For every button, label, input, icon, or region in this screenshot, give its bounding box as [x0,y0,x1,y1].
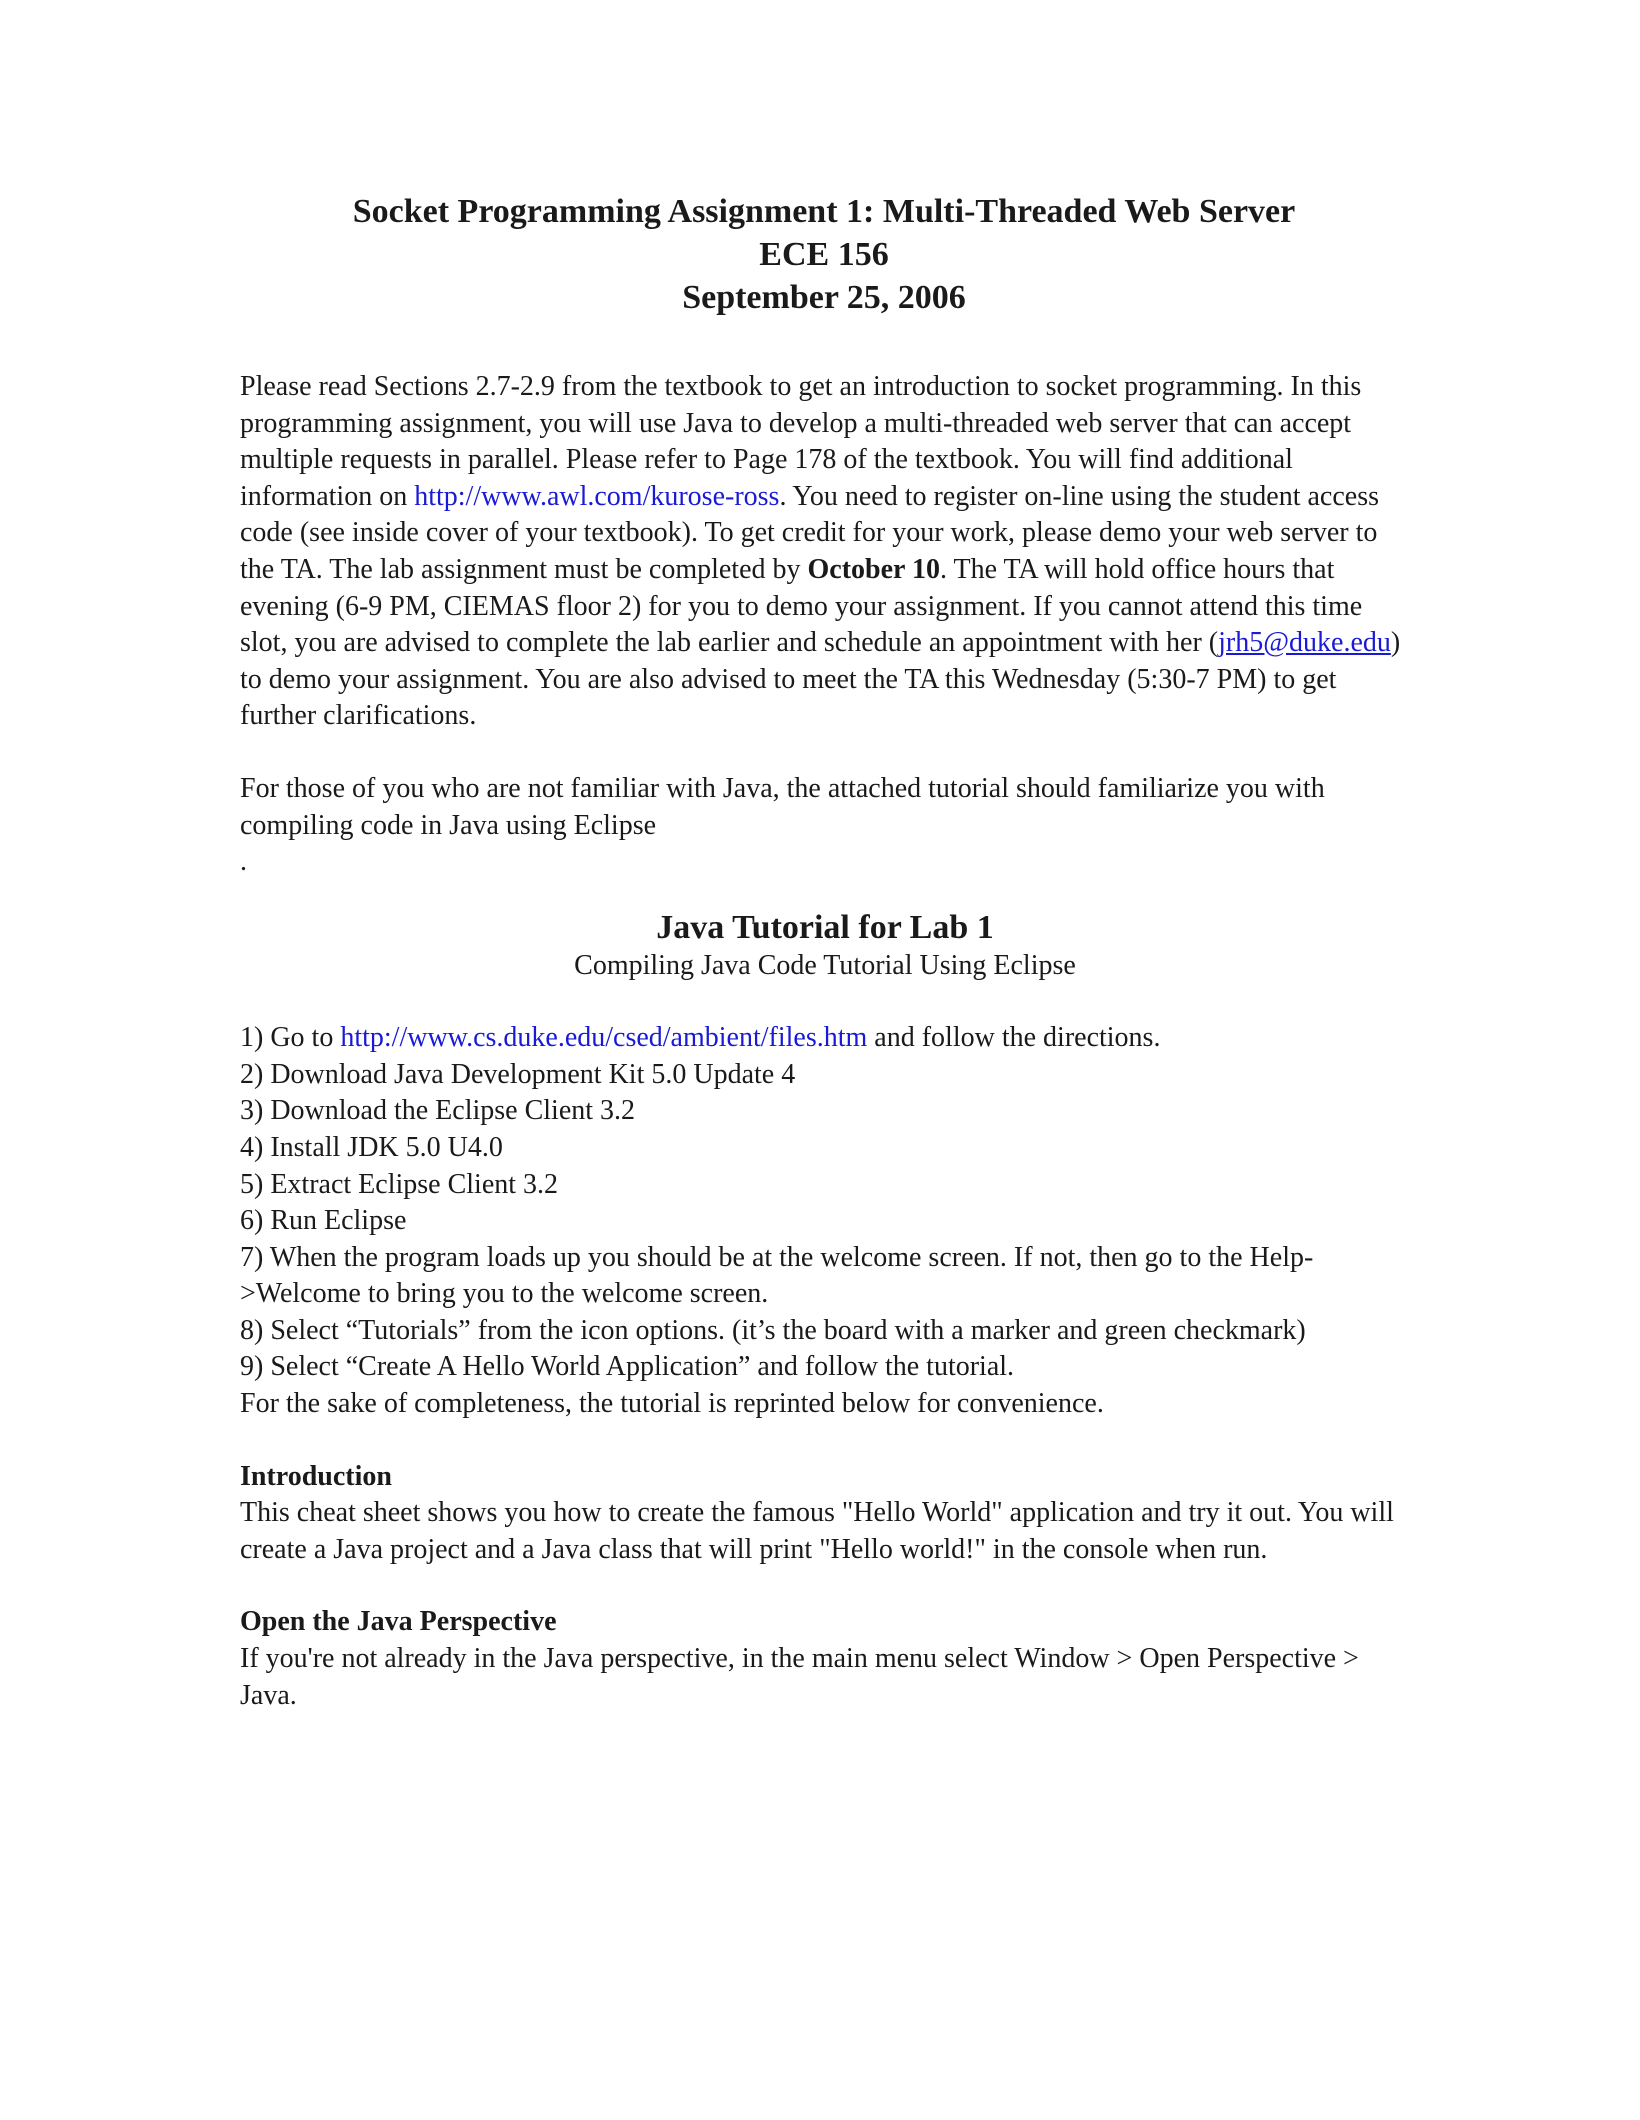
intro-text-1: Please read Sections 2.7-2.9 from the textbook to get an introduction to socket programming. In this programming assignment, you will use Java to develop a multi-threaded web server that can accept multiple requests in parallel. Please refer to Page 178 of the textbook. You will find additional information on [240,371,1362,512]
document-date: September 25, 2006 [682,279,966,316]
course-code: ECE 156 [759,236,889,273]
step-item: 5) Extract Eclipse Client 3.2 [240,1168,559,1200]
tutorial-closing: For the sake of completeness, the tutorial is reprinted below for convenience. [240,1388,1104,1420]
step-item: 7) When the program loads up you should be at the welcome screen. If not, then go to the Help->Welcome to bring you to the welcome screen. [240,1241,1314,1310]
perspective-text: If you're not already in the Java perspective, in the main menu select Window > Open Perspective > Java. [240,1643,1359,1711]
trailing-period: . [240,846,247,878]
perspective-heading: Open the Java Perspective [240,1606,557,1638]
step-1-prefix: 1) Go to [240,1022,341,1054]
step-1-suffix: and follow the directions. [867,1022,1161,1054]
introduction-heading: Introduction [240,1460,392,1492]
step-item: 8) Select “Tutorials” from the icon options. (it’s the board with a marker and green checkmark) [240,1314,1306,1346]
tutorial-title: Java Tutorial for Lab 1 [656,909,994,947]
document-page [240,190,1410,1714]
step-item [240,1020,1410,1057]
document-header [238,190,1410,319]
tutorial-subtitle: Compiling Java Code Tutorial Using Eclipse [574,950,1076,982]
deadline-date: October 10 [807,553,940,585]
ta-email-link[interactable]: jrh5@duke.edu [1218,627,1391,659]
step-item: 9) Select “Create A Hello World Application” and follow the tutorial. [240,1351,1015,1383]
step-item: 2) Download Java Development Kit 5.0 Update 4 [240,1058,796,1090]
intro-text-2: . You need to register on-line using the student access code (see inside cover of your textbook). To get credit for your work, please demo your web server to the TA. The lab assignment must be completed by [240,480,1380,585]
tutorial-steps [240,1020,1410,1423]
step-item: 4) Install JDK 5.0 U4.0 [240,1131,503,1163]
document-title: Socket Programming Assignment 1: Multi-Threaded Web Server [352,193,1296,230]
duke-ambient-link[interactable]: http://www.cs.duke.edu/csed/ambient/files.htm [340,1022,868,1054]
intro-paragraph [240,369,1410,735]
step-item: 6) Run Eclipse [240,1205,407,1237]
intro-text-3: . The TA will hold office hours that evening (6-9 PM, CIEMAS floor 2) for you to demo your assignment. If you cannot attend this time slot, you are advised to complete the lab earlier and schedule an appointment with her ( [240,553,1363,659]
introduction-text: This cheat sheet shows you how to create the famous "Hello World" application and try it out. You will create a Java project and a Java class that will print "Hello world!" in the console when run. [240,1497,1394,1565]
step-item: 3) Download the Eclipse Client 3.2 [240,1095,636,1127]
kurose-ross-link[interactable]: http://www.awl.com/kurose-ross [414,480,780,512]
java-note-paragraph: For those of you who are not familiar with Java, the attached tutorial should familiarize you with compiling code in Java using Eclipse [240,772,1325,841]
intro-text-4: ) to demo your assignment. You are also advised to meet the TA this Wednesday (5:30-7 PM) to get further clarifications. [240,627,1401,732]
